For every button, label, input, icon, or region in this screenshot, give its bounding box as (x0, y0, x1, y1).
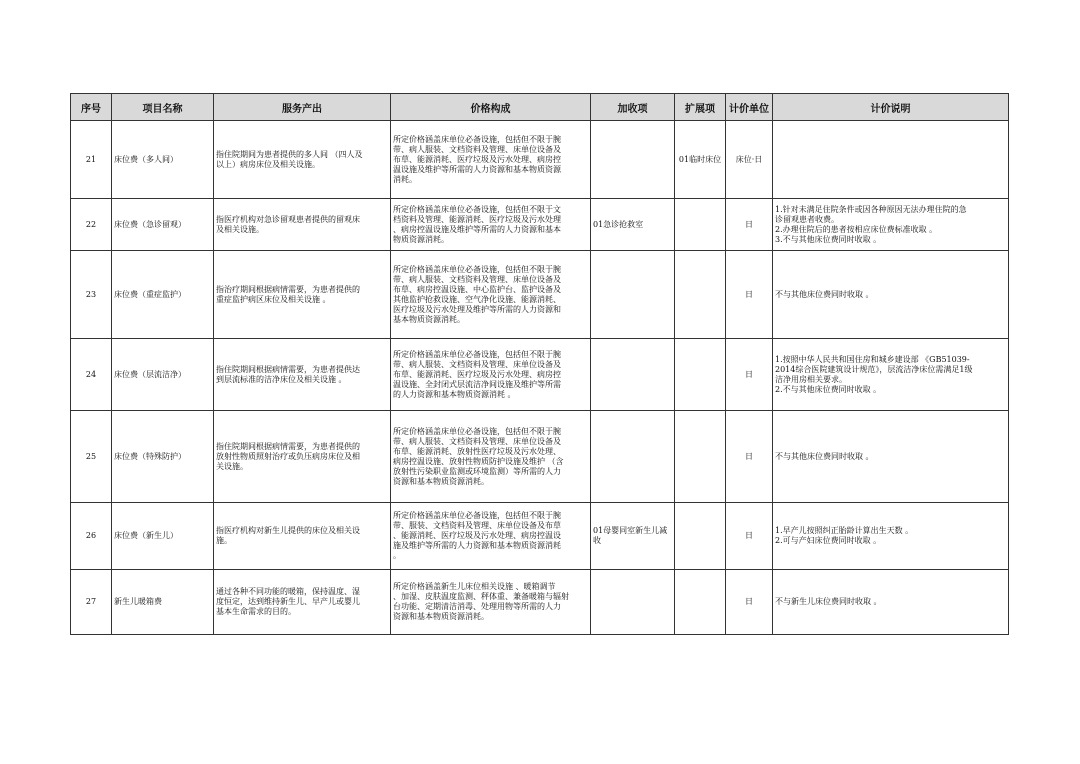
pricing-note-line: 1.针对未满足住院条件或因各种原因无法办理住院的急 (775, 204, 967, 214)
service-output-cell (214, 503, 391, 570)
service-output-line: 通过各种不同功能的暖箱，保持温度、湿 (216, 587, 360, 596)
item-name-cell: 床位费（层流洁净） (112, 339, 214, 411)
price-composition-line: 的人力资源和基本物质资源消耗 。 (393, 389, 516, 399)
service-output-line: 指住院期间为患者提供的多人间 （四人及 (216, 149, 363, 159)
price-composition-line: 带、病人服装、文档资料及管理、床单位设备及 (393, 359, 561, 369)
price-composition-line: 消耗。 (393, 174, 417, 184)
pricing-unit-cell: 日 (726, 199, 773, 251)
price-composition-line: 施及维护等所需的人力资源和基本物质资源消耗 (393, 541, 561, 550)
item-name-cell: 床位费（新生儿） (112, 503, 214, 570)
extension-item-cell (675, 251, 726, 339)
price-composition-cell (391, 199, 591, 251)
surcharge-item-cell (591, 251, 675, 339)
surcharge-item-line: 01母婴同室新生儿减 (593, 526, 668, 535)
price-composition-line: 、加湿、皮肤温度监测、秤体重、兼备暖箱与辐射 (393, 592, 569, 601)
row-number-cell: 26 (71, 503, 112, 570)
price-composition-line: 所定价格涵盖床单位必备设施，包括但不限于腕 (393, 511, 561, 520)
pricing-note-line: 2.可与产妇床位费同时收取 。 (775, 536, 882, 545)
pricing-note-line: 2014综合医院建筑设计规范》，层流洁净床位需满足1级 (775, 364, 973, 374)
price-composition-line: 资源和基本物质资源消耗。 (393, 476, 489, 486)
table-row (71, 339, 1009, 411)
table-body (71, 121, 1009, 635)
extension-item-cell (675, 339, 726, 411)
pricing-note-line: 不与新生儿床位费同时收取 。 (775, 597, 882, 606)
service-output-cell (214, 339, 391, 411)
table-row (71, 570, 1009, 635)
service-output-cell (214, 411, 391, 503)
pricing-note-line: 1.早产儿按照纠正胎龄计算出生天数 。 (775, 526, 914, 535)
pricing-note-line: 2.不与其他床位费同时收取 。 (775, 384, 882, 394)
service-output-line: 度恒定，达到维持新生儿、早产儿或婴儿 (216, 597, 360, 606)
header-cell-name: 项目名称 (112, 94, 214, 121)
price-composition-cell (391, 411, 591, 503)
price-composition-line: 基本物质资源消耗。 (393, 314, 465, 324)
price-composition-line: 带、病人服装、文档资料及管理、床单位设备及 (393, 274, 561, 284)
service-output-line: 关设施。 (216, 461, 248, 471)
price-composition-line: 温设施、全封闭式层流洁净间设施及维护等所需 (393, 379, 561, 389)
price-composition-line: 、病房控温设施及维护等所需的人力资源和基本 (393, 224, 561, 234)
pricing-note-cell (773, 503, 1009, 570)
pricing-unit-cell: 日 (726, 251, 773, 339)
price-composition-cell (391, 570, 591, 635)
price-composition-cell (391, 121, 591, 199)
table-row (71, 411, 1009, 503)
item-name-cell: 床位费（重症监护） (112, 251, 214, 339)
surcharge-item-cell (591, 503, 675, 570)
service-output-line: 放射性物质照射治疗或负压病房床位及相 (216, 451, 360, 461)
header-cell-ext: 扩展项 (675, 94, 726, 121)
price-composition-cell (391, 503, 591, 570)
pricing-unit-cell: 床位·日 (726, 121, 773, 199)
service-output-line: 及相关设施。 (216, 224, 264, 234)
extension-item-cell (675, 411, 726, 503)
pricing-note-line: 不与其他床位费同时收取 。 (775, 289, 874, 299)
price-composition-line: 所定价格涵盖新生儿床位相关设施 、暖箱调节 (393, 582, 556, 591)
pricing-note-line: 2.办理住院后的患者按相应床位费标准收取 。 (775, 224, 938, 234)
service-output-line: 指住院期间根据病情需要，为患者提供达 (216, 364, 360, 374)
header-cell-no: 序号 (71, 94, 112, 121)
table-row (71, 251, 1009, 339)
header-cell-output: 服务产出 (214, 94, 391, 121)
header-cell-add: 加收项 (591, 94, 675, 121)
price-composition-line: 布草、病房控温设施、中心监护台、监护设备及 (393, 284, 561, 294)
pricing-note-cell (773, 339, 1009, 411)
item-name-cell: 新生儿暖箱费 (112, 570, 214, 635)
pricing-unit-cell: 日 (726, 570, 773, 635)
extension-item-cell (675, 570, 726, 635)
price-composition-line: 、能源消耗、医疗垃圾及污水处理、病房控温设 (393, 531, 561, 540)
price-composition-line: 带、病人服装、文档资料及管理、床单位设备及 (393, 144, 561, 154)
service-output-cell (214, 251, 391, 339)
row-number-cell: 22 (71, 199, 112, 251)
surcharge-item-cell (591, 339, 675, 411)
pricing-note-cell (773, 199, 1009, 251)
row-number-cell: 25 (71, 411, 112, 503)
price-composition-line: 温设施及维护等所需的人力资源和基本物质资源 (393, 164, 561, 174)
price-composition-line: 所定价格涵盖床单位必备设施，包括但不限于腕 (393, 426, 561, 436)
price-composition-cell (391, 251, 591, 339)
row-number-cell: 24 (71, 339, 112, 411)
price-composition-line: 档资料及管理、能源消耗、医疗垃圾及污水处理 (393, 214, 561, 224)
price-composition-line: 所定价格涵盖床单位必备设施，包括但不限于文 (393, 204, 561, 214)
service-output-cell (214, 121, 391, 199)
price-composition-line: 所定价格涵盖床单位必备设施，包括但不限于腕 (393, 264, 561, 274)
service-output-line: 指医疗机构对新生儿提供的床位及相关设 (216, 526, 360, 535)
surcharge-item-line: 收 (593, 536, 601, 545)
header-row (71, 94, 1009, 121)
price-composition-line: 台功能、定期清洁消毒、处理用物等所需的人力 (393, 602, 561, 611)
extension-item-cell (675, 503, 726, 570)
item-name-cell: 床位费（特殊防护） (112, 411, 214, 503)
pricing-note-line: 不与其他床位费同时收取 。 (775, 451, 874, 461)
price-composition-line: 带、病人服装、文档资料及管理、床单位设备及 (393, 436, 561, 446)
pricing-note-line: 3.不与其他床位费同时收取 。 (775, 234, 882, 244)
surcharge-item-cell (591, 121, 675, 199)
pricing-note-cell (773, 251, 1009, 339)
surcharge-item-cell (591, 570, 675, 635)
header-cell-cost: 价格构成 (391, 94, 591, 121)
row-number-cell: 21 (71, 121, 112, 199)
table-row (71, 121, 1009, 199)
service-output-cell (214, 199, 391, 251)
price-composition-line: 所定价格涵盖床单位必备设施，包括但不限于腕 (393, 134, 561, 144)
price-composition-line: 资源和基本物质资源消耗。 (393, 612, 489, 621)
price-composition-line: 。 (393, 551, 401, 560)
service-output-line: 到层流标准的洁净床位及相关设施 。 (216, 374, 347, 384)
price-composition-line: 医疗垃圾及污水处理及维护等所需的人力资源和 (393, 304, 561, 314)
service-output-cell (214, 570, 391, 635)
table-row (71, 199, 1009, 251)
pricing-unit-cell: 日 (726, 339, 773, 411)
surcharge-item-line: 01急诊抢救室 (593, 219, 644, 229)
extension-item-cell (675, 199, 726, 251)
service-output-line: 施。 (216, 536, 232, 545)
surcharge-item-cell (591, 199, 675, 251)
price-composition-line: 放射性污染职业监测或环境监测）等所需的人力 (393, 466, 561, 476)
service-output-line: 指治疗期间根据病情需要，为患者提供的 (216, 284, 360, 294)
item-name-cell: 床位费（多人间） (112, 121, 214, 199)
pricing-note-cell (773, 121, 1009, 199)
pricing-table (70, 93, 1009, 635)
pricing-note-line: 洁净用房相关要求。 (775, 374, 847, 384)
price-composition-line: 带、服装、文档资料及管理、床单位设备及布草 (393, 521, 561, 530)
price-composition-line: 布草、能源消耗、医疗垃圾及污水处理、病房控 (393, 369, 561, 379)
header-cell-note: 计价说明 (773, 94, 1009, 121)
pricing-note-line: 诊留观患者收费。 (775, 214, 839, 224)
price-composition-line: 其他监护抢救设施、空气净化设施、能源消耗、 (393, 294, 561, 304)
item-name-cell: 床位费（急诊留观） (112, 199, 214, 251)
pricing-note-cell (773, 411, 1009, 503)
pricing-unit-cell: 日 (726, 411, 773, 503)
pricing-note-cell (773, 570, 1009, 635)
pricing-unit-cell: 日 (726, 503, 773, 570)
price-composition-cell (391, 339, 591, 411)
surcharge-item-cell (591, 411, 675, 503)
service-output-line: 重症监护病区床位及相关设施 。 (216, 294, 331, 304)
service-output-line: 基本生命需求的目的。 (216, 607, 296, 616)
header-cell-unit: 计价单位 (726, 94, 773, 121)
row-number-cell: 27 (71, 570, 112, 635)
price-composition-line: 所定价格涵盖床单位必备设施，包括但不限于腕 (393, 349, 561, 359)
extension-item-cell: 01临时床位 (675, 121, 726, 199)
row-number-cell: 23 (71, 251, 112, 339)
price-composition-line: 病房控温设施、放射性物质防护设施及维护 （含 (393, 456, 564, 466)
service-output-line: 以上）病房床位及相关设施。 (216, 159, 320, 169)
service-output-line: 指住院期间根据病情需要，为患者提供的 (216, 441, 360, 451)
table-row (71, 503, 1009, 570)
price-composition-line: 物质资源消耗。 (393, 234, 449, 244)
pricing-note-line: 1.按照中华人民共和国住房和城乡建设部 《GB51039- (775, 354, 970, 364)
price-composition-line: 布草、能源消耗、医疗垃圾及污水处理、病房控 (393, 154, 561, 164)
service-output-line: 指医疗机构对急诊留观患者提供的留观床 (216, 214, 360, 224)
price-composition-line: 布草、能源消耗、放射性医疗垃圾及污水处理、 (393, 446, 561, 456)
